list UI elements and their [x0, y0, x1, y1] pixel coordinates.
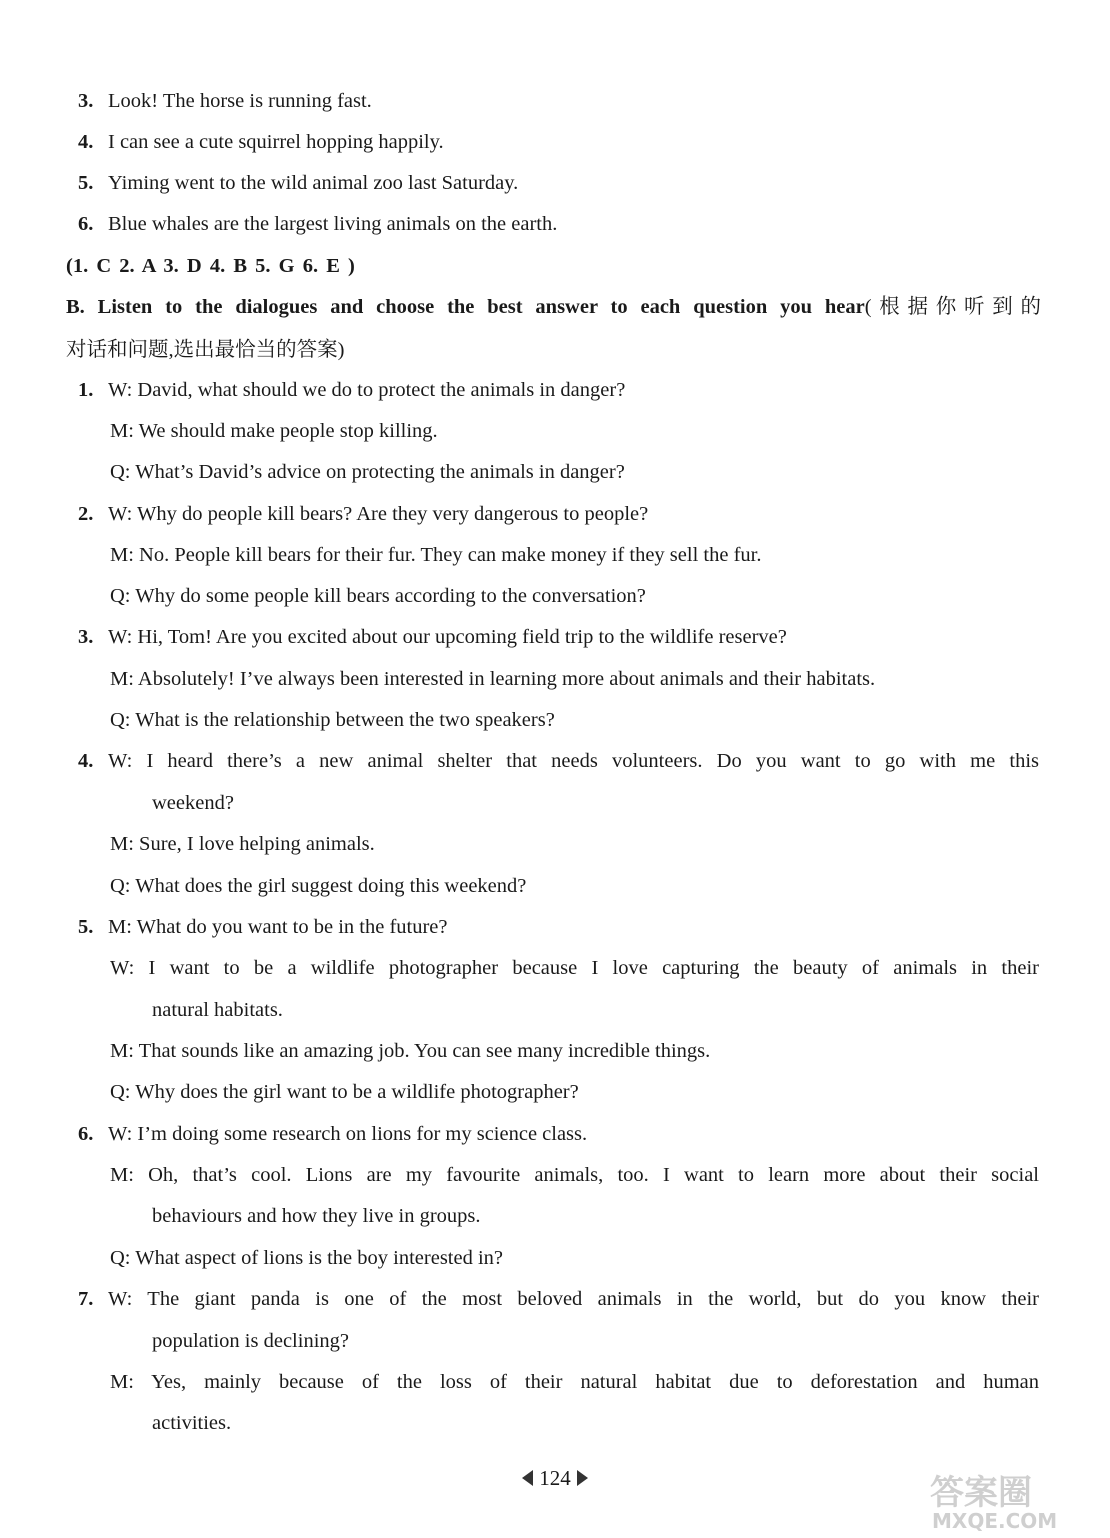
dialogue-line: Q: Why do some people kill bears according to the conversation? — [110, 585, 646, 607]
heading-chinese-cont: 对话和问题,选出最恰当的答案) — [66, 339, 345, 361]
dialogue-line: W: I want to be a wildlife photographer because I love capturing the beauty of animals in their — [110, 957, 1039, 979]
dialogue-number: 7. — [78, 1288, 94, 1310]
watermark-top-text: 答案圈 — [930, 1473, 1032, 1513]
dialogue-number: 2. — [78, 503, 94, 525]
dialogue-line: M: Sure, I love helping animals. — [110, 833, 375, 855]
item-text: Blue whales are the largest living animals on the earth. — [108, 213, 558, 235]
dialogue-number: 5. — [78, 916, 94, 938]
dialogue-line: W: I heard there’s a new animal shelter that needs volunteers. Do you want to go with me this — [108, 750, 1039, 772]
dialogue-1 — [78, 376, 625, 404]
dialogue-number: 1. — [78, 379, 94, 401]
item-number: 5. — [78, 172, 94, 194]
dialogue-line: W: David, what should we do to protect the animals in danger? — [108, 379, 626, 401]
dialogue-4 — [78, 747, 1039, 775]
dialogue-line: M: That sounds like an amazing job. You can see many incredible things. — [110, 1040, 711, 1062]
dialogue-number: 6. — [78, 1123, 94, 1145]
dialogue-line: W: Hi, Tom! Are you excited about our upcoming field trip to the wildlife reserve? — [108, 626, 787, 648]
item-number: 4. — [78, 131, 94, 153]
dialogue-line: M: Yes, mainly because of the loss of their natural habitat due to deforestation and human — [110, 1371, 1039, 1393]
item-a3 — [78, 87, 372, 115]
item-a4 — [78, 128, 444, 156]
dialogue-line: Q: What aspect of lions is the boy interested in? — [110, 1247, 504, 1269]
dialogue-line: W: Why do people kill bears? Are they very dangerous to people? — [108, 503, 649, 525]
dialogue-3 — [78, 623, 787, 651]
dialogue-line: population is declining? — [152, 1330, 349, 1352]
dialogue-line: Q: What is the relationship between the two speakers? — [110, 709, 555, 731]
dialogue-7 — [78, 1285, 1039, 1313]
item-a6 — [78, 210, 557, 238]
dialogue-2 — [78, 500, 648, 528]
heading-english: B. Listen to the dialogues and choose the best answer to each question you hear — [66, 296, 865, 318]
watermark-logo — [920, 1470, 1105, 1532]
dialogue-5 — [78, 913, 448, 941]
dialogue-number: 4. — [78, 750, 94, 772]
item-text: Yiming went to the wild animal zoo last Saturday. — [108, 172, 519, 194]
dialogue-line: Q: What does the girl suggest doing this weekend? — [110, 875, 527, 897]
page-number: 124 — [539, 1466, 571, 1491]
dialogue-line: M: No. People kill bears for their fur. They can make money if they sell the fur. — [110, 544, 762, 566]
dialogue-line: natural habitats. — [152, 999, 283, 1021]
dialogue-line: W: The giant panda is one of the most beloved animals in the world, but do you know their — [108, 1288, 1039, 1310]
item-text: I can see a cute squirrel hopping happily. — [108, 131, 444, 153]
heading-chinese: (根据你听到的 — [864, 296, 1041, 318]
dialogue-line: behaviours and how they live in groups. — [152, 1205, 481, 1227]
item-a5 — [78, 169, 518, 197]
dialogue-line: M: Oh, that’s cool. Lions are my favourite animals, too. I want to learn more about their social — [110, 1164, 1039, 1186]
triangle-right-icon — [577, 1470, 588, 1486]
item-number: 3. — [78, 90, 94, 112]
dialogue-line: Q: Why does the girl want to be a wildlife photographer? — [110, 1081, 579, 1103]
dialogue-line: M: What do you want to be in the future? — [108, 916, 448, 938]
dialogue-number: 3. — [78, 626, 94, 648]
dialogue-line: activities. — [152, 1412, 232, 1434]
dialogue-line: M: We should make people stop killing. — [110, 420, 438, 442]
dialogue-line: M: Absolutely! I’ve always been interested in learning more about animals and their habitats. — [110, 668, 876, 690]
item-text: Look! The horse is running fast. — [108, 90, 372, 112]
watermark-bottom-text: MXQE.COM — [932, 1509, 1058, 1532]
watermark-svg — [920, 1470, 1105, 1532]
dialogue-line: W: I’m doing some research on lions for my science class. — [108, 1123, 588, 1145]
triangle-left-icon — [522, 1470, 533, 1486]
answer-key: (1. C 2. A 3. D 4. B 5. G 6. E ) — [66, 255, 355, 277]
dialogue-line: weekend? — [152, 792, 234, 814]
dialogue-6 — [78, 1120, 587, 1148]
item-number: 6. — [78, 213, 94, 235]
section-b-heading — [66, 293, 1041, 321]
dialogue-line: Q: What’s David’s advice on protecting the animals in danger? — [110, 461, 625, 483]
